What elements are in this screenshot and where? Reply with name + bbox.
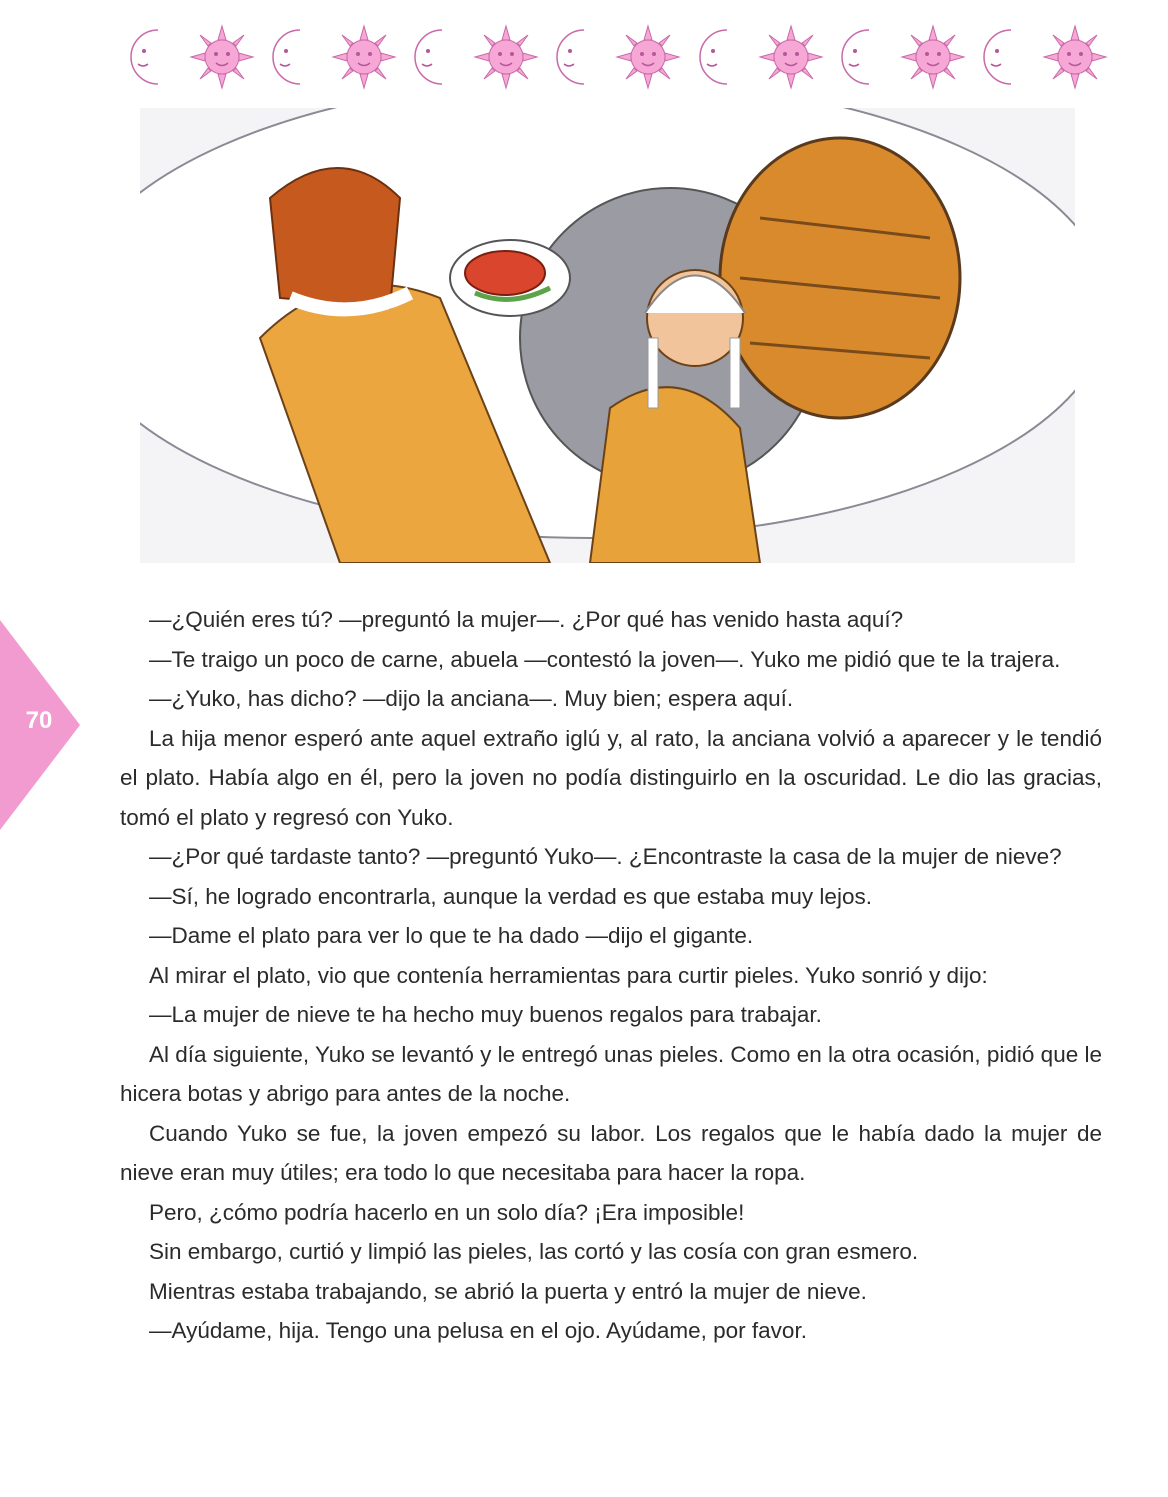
- sun-face-icon: [758, 24, 824, 90]
- paragraph: Al día siguiente, Yuko se levantó y le entregó unas pieles. Como en la otra ocasión, pidió que le hicera botas y abrigo para antes de la noche.: [120, 1041, 1102, 1106]
- paragraph: —¿Por qué tardaste tanto? —preguntó Yuko—. ¿Encontraste la casa de la mujer de nieve?: [149, 844, 1062, 869]
- page-number: 70: [25, 707, 53, 734]
- sun-face-icon: [900, 24, 966, 90]
- moon-face-icon: [687, 24, 753, 90]
- sun-face-icon: [1042, 24, 1108, 90]
- paragraph: La hija menor esperó ante aquel extraño iglú y, al rato, la anciana volvió a aparecer y le tendió el plato. Había algo en él, pero la joven no podía distinguirlo en la oscuridad. Le dio las gracias, tomó el plato y regresó con Yuko.: [120, 725, 1102, 830]
- paragraph: Cuando Yuko se fue, la joven empezó su labor. Los regalos que le había dado la mujer de nieve eran muy útiles; era todo lo que necesitaba para hacer la ropa.: [120, 1120, 1102, 1185]
- paragraph: Mientras estaba trabajando, se abrió la puerta y entró la mujer de nieve.: [149, 1278, 867, 1304]
- story-text: [120, 600, 1102, 1351]
- moon-face-icon: [971, 24, 1037, 90]
- sun-face-icon: [615, 24, 681, 90]
- wooden-door: [720, 138, 960, 418]
- plate-of-meat: [450, 240, 570, 316]
- paragraph: Sin embargo, curtió y limpió las pieles, las cortó y las cosía con gran esmero.: [149, 1239, 919, 1264]
- paragraph: —Dame el plato para ver lo que te ha dado —dijo el gigante.: [149, 923, 754, 948]
- paragraph: —Sí, he logrado encontrarla, aunque la verdad es que estaba muy lejos.: [149, 883, 872, 909]
- paragraph: —¿Quién eres tú? —preguntó la mujer—. ¿Por qué has venido hasta aquí?: [149, 607, 904, 632]
- moon-face-icon: [118, 24, 184, 90]
- sun-face-icon: [189, 24, 255, 90]
- sun-face-icon: [473, 24, 539, 90]
- paragraph: —Te traigo un poco de carne, abuela —contestó la joven—. Yuko me pidió que te la trajera.: [149, 646, 1061, 672]
- moon-face-icon: [544, 24, 610, 90]
- story-illustration: [140, 108, 1075, 563]
- moon-face-icon: [829, 24, 895, 90]
- moon-face-icon: [402, 24, 468, 90]
- decorative-border: [118, 22, 1108, 92]
- sun-face-icon: [331, 24, 397, 90]
- paragraph: —Ayúdame, hija. Tengo una pelusa en el ojo. Ayúdame, por favor.: [149, 1318, 807, 1343]
- paragraph: —La mujer de nieve te ha hecho muy buenos regalos para trabajar.: [149, 1002, 822, 1027]
- moon-face-icon: [260, 24, 326, 90]
- paragraph: Al mirar el plato, vio que contenía herramientas para curtir pieles. Yuko sonrió y dijo:: [149, 962, 988, 988]
- paragraph: Pero, ¿cómo podría hacerlo en un solo día? ¡Era imposible!: [149, 1199, 745, 1225]
- paragraph: —¿Yuko, has dicho? —dijo la anciana—. Muy bien; espera aquí.: [149, 686, 794, 711]
